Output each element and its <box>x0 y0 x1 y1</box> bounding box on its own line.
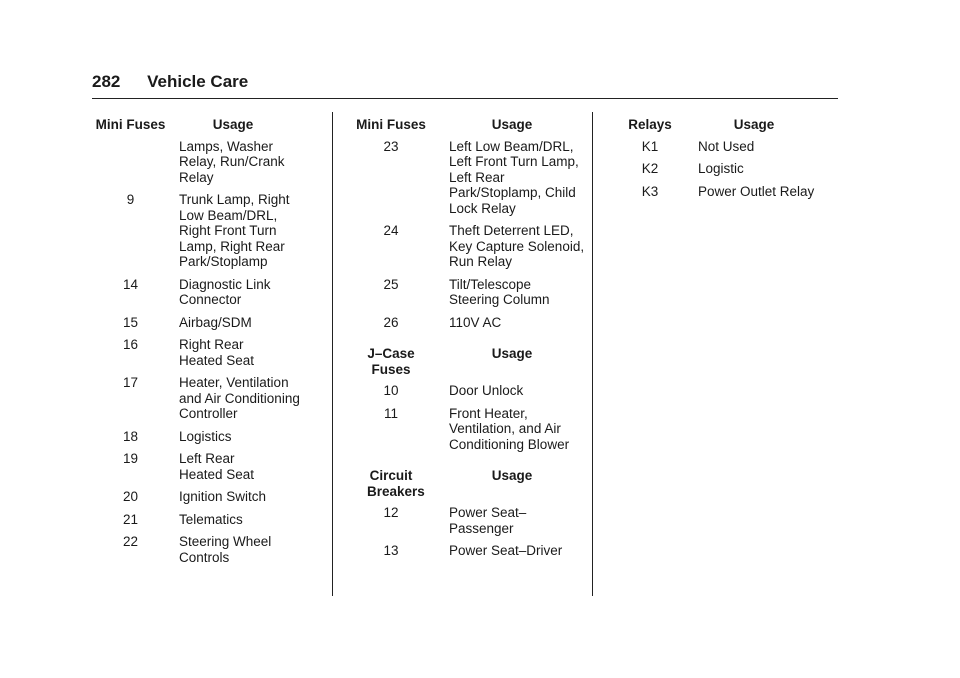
relay-usage: Power Outlet Relay <box>698 183 815 199</box>
fuse-usage: Airbag/SDM <box>179 314 252 330</box>
page-header <box>92 72 248 92</box>
fuse-usage: Door Unlock <box>449 383 524 398</box>
relay-number: K2 <box>641 161 659 176</box>
fuse-number: 18 <box>122 428 139 444</box>
table-row <box>612 184 848 200</box>
fuses-column-2 <box>343 117 599 566</box>
table-header <box>343 117 599 133</box>
header-jcase-fuses: J–Case Fuses <box>367 346 415 377</box>
table-row <box>92 375 334 422</box>
table-row <box>343 505 599 536</box>
table-row <box>343 406 599 453</box>
fuse-number: 16 <box>122 337 139 352</box>
fuse-usage: Front Heater, Ventilation, and Air Conditioning Blower <box>449 405 570 452</box>
fuse-number <box>92 139 169 186</box>
table-row <box>92 315 334 331</box>
table-row <box>92 139 334 186</box>
table-row <box>343 223 599 270</box>
table-header <box>343 468 599 499</box>
table-row <box>343 543 599 559</box>
table-row <box>343 315 599 331</box>
fuse-usage: Heater, Ventilation and Air Conditioning Controller <box>179 375 300 421</box>
fuse-usage: Lamps, Washer Relay, Run/Crank Relay <box>179 138 285 185</box>
table-row <box>92 277 334 308</box>
fuse-usage: Steering Wheel Controls <box>179 534 272 565</box>
header-usage: Usage <box>212 117 254 132</box>
fuse-usage: Logistics <box>179 428 232 444</box>
relay-number: K1 <box>641 138 659 154</box>
fuse-usage: Left Rear Heated Seat <box>179 451 255 482</box>
table-row <box>92 192 334 270</box>
table-row <box>343 139 599 217</box>
fuse-number: 14 <box>122 276 139 292</box>
relay-number: K3 <box>641 183 659 199</box>
fuse-usage: Ignition Switch <box>179 489 267 504</box>
fuse-usage: Telematics <box>179 511 243 527</box>
table-row <box>92 512 334 528</box>
mini-fuses-table-1 <box>92 117 334 572</box>
fuse-usage: Tilt/Telescope Steering Column <box>449 276 550 307</box>
table-row <box>92 489 334 505</box>
header-rule <box>92 98 838 99</box>
page-title: Vehicle Care <box>147 72 249 91</box>
page-number: 282 <box>92 72 121 91</box>
header-relays: Relays <box>628 117 672 132</box>
fuse-number: 22 <box>122 534 139 549</box>
header-usage: Usage <box>733 117 775 132</box>
header-usage: Usage <box>491 468 533 483</box>
fuse-number: 10 <box>383 383 399 398</box>
breaker-number: 13 <box>383 543 399 558</box>
table-header <box>612 117 848 133</box>
table-row <box>343 383 599 399</box>
fuse-usage: Theft Deterrent LED, Key Capture Solenoid, Run Relay <box>449 223 585 269</box>
fuse-number: 26 <box>383 314 399 330</box>
fuse-number: 21 <box>122 511 139 527</box>
header-usage: Usage <box>491 117 533 132</box>
breaker-usage: Power Seat–Driver <box>449 543 563 558</box>
header-mini-fuses: Mini Fuses <box>356 117 426 132</box>
relays-table <box>612 117 848 206</box>
fuse-number: 20 <box>122 489 139 504</box>
breaker-number: 12 <box>383 505 399 520</box>
table-row <box>612 139 848 155</box>
table-row <box>92 337 334 368</box>
fuse-number: 15 <box>122 314 139 330</box>
fuse-number: 24 <box>383 223 399 238</box>
header-usage: Usage <box>491 346 533 361</box>
fuse-number: 17 <box>122 375 139 390</box>
table-header <box>92 117 334 133</box>
fuse-number: 11 <box>383 405 398 421</box>
fuse-usage: Diagnostic Link Connector <box>179 276 271 307</box>
fuse-usage: Right Rear Heated Seat <box>179 337 255 368</box>
header-mini-fuses: Mini Fuses <box>95 117 166 132</box>
table-row <box>92 451 334 482</box>
fuse-number: 9 <box>126 192 135 207</box>
header-circuit-breakers: Circuit Breakers <box>367 468 425 499</box>
table-row <box>343 277 599 308</box>
fuse-usage: Left Low Beam/DRL, Left Front Turn Lamp, Left Rear Park/Stoplamp, Child Lock Relay <box>449 138 579 216</box>
table-row <box>612 161 848 177</box>
table-header <box>343 346 599 377</box>
fuse-number: 25 <box>383 276 399 292</box>
fuse-usage: Trunk Lamp, Right Low Beam/DRL, Right Front Turn Lamp, Right Rear Park/Stoplamp <box>179 192 290 269</box>
table-row <box>92 534 334 565</box>
fuse-number: 19 <box>122 451 139 466</box>
table-row <box>92 429 334 445</box>
relay-usage: Logistic <box>698 161 744 176</box>
relay-usage: Not Used <box>698 138 755 154</box>
breaker-usage: Power Seat– Passenger <box>449 505 527 536</box>
fuse-usage: 110V AC <box>449 314 502 330</box>
fuse-number: 23 <box>383 138 399 154</box>
